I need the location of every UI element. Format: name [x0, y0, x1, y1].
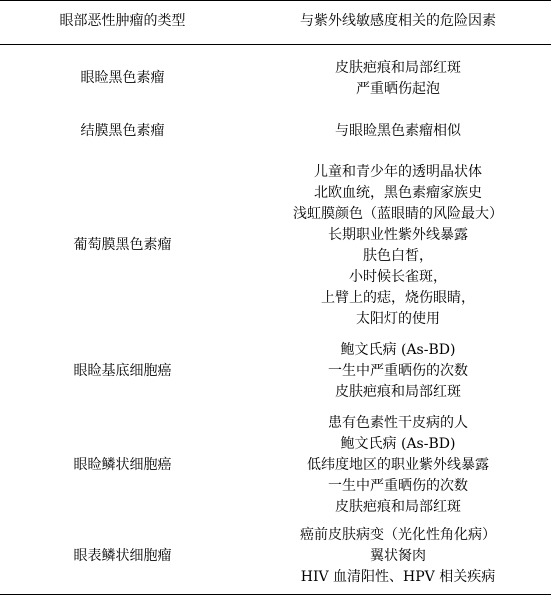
table-row — [0, 162, 551, 330]
risk-factor-item: 皮肤疤痕和局部红斑 — [335, 384, 461, 400]
risk-factors-cell — [245, 58, 551, 100]
tumor-type-cell: 眼表鳞状细胞瘤 — [73, 548, 172, 564]
risk-factor-item: 鲍文氏病 (As-BD) — [340, 342, 456, 358]
risk-factor-item: 肤色白皙， — [363, 248, 433, 264]
table-top-rule — [0, 0, 551, 1]
risk-factor-item: 北欧血统，黑色素瘤家族史 — [314, 185, 482, 201]
table-bottom-rule — [0, 594, 551, 595]
header-tumor-type: 眼部恶性肿瘤的类型 — [59, 13, 186, 29]
risk-factor-item: 与眼睑黑色素瘤相似 — [335, 123, 461, 139]
table-row — [0, 121, 551, 142]
tumor-type-cell: 葡萄膜黑色素瘤 — [73, 237, 172, 253]
table-row — [0, 413, 551, 518]
risk-factor-item: 皮肤疤痕和局部红斑 — [335, 499, 461, 515]
tumor-type-cell: 眼睑鳞状细胞癌 — [73, 457, 172, 473]
risk-factor-item: 严重晒伤起泡 — [356, 81, 440, 97]
tumor-type-cell: 眼睑基底细胞癌 — [73, 363, 172, 379]
risk-factors-cell — [245, 162, 551, 330]
risk-factor-item: 儿童和青少年的透明晶状体 — [314, 164, 482, 180]
risk-factor-item: 翼状胬肉 — [370, 548, 426, 564]
risk-factor-item: 低纬度地区的职业紫外线暴露 — [307, 457, 489, 473]
table-row — [0, 525, 551, 588]
tumor-type-cell: 结膜黑色素瘤 — [80, 123, 165, 139]
risk-factor-item: 太阳灯的使用 — [356, 311, 440, 327]
table-row — [0, 340, 551, 403]
risk-factor-item: 浅虹膜颜色（蓝眼睛的风险最大） — [293, 206, 503, 222]
risk-factor-item: 一生中严重晒伤的次数 — [328, 478, 468, 494]
tumor-type-cell: 眼睑黑色素瘤 — [80, 70, 165, 86]
risk-factors-cell — [245, 340, 551, 403]
risk-factor-item: 癌前皮肤病变（光化性角化病） — [300, 527, 496, 543]
header-risk-factors: 与紫外线敏感度相关的危险因素 — [300, 13, 496, 29]
risk-factor-item: 小时候长雀斑， — [349, 269, 447, 285]
risk-factors-cell — [245, 413, 551, 518]
header-divider-rule — [0, 44, 551, 45]
risk-factor-item: 一生中严重晒伤的次数 — [328, 363, 468, 379]
risk-factor-item: 上臂上的痣，烧伤眼睛， — [321, 290, 475, 306]
risk-factor-item: HIV 血清阳性、HPV 相关疾病 — [300, 569, 496, 585]
risk-factor-item: 患有色素性干皮病的人 — [328, 415, 468, 431]
table-row — [0, 58, 551, 100]
risk-factor-item: 皮肤疤痕和局部红斑 — [335, 60, 461, 76]
risk-factors-cell — [245, 525, 551, 588]
risk-factor-item: 长期职业性紫外线暴露 — [328, 227, 468, 243]
risk-factor-item: 鲍文氏病 (As-BD) — [340, 436, 456, 452]
risk-factors-cell — [245, 121, 551, 142]
